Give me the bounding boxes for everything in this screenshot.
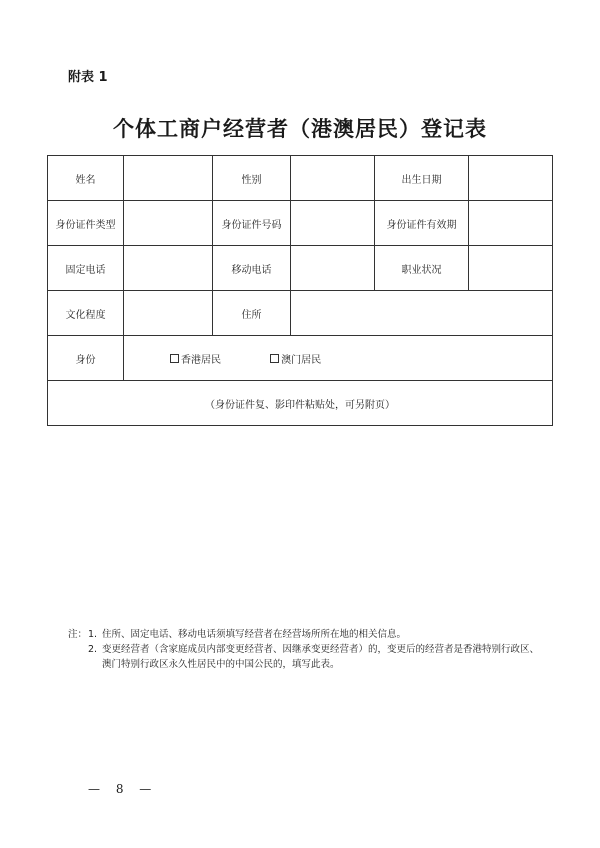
occupation-field[interactable] [469,246,553,291]
note-number: 1. [88,629,98,640]
checkbox-icon[interactable] [170,354,179,363]
residence-field[interactable] [291,291,553,336]
education-label: 文化程度 [48,291,124,336]
id-number-field[interactable] [291,201,375,246]
note-text: 变更经营者（含家庭成员内部变更经营者、因继承变更经营者）的，变更后的经营者是香港特别行政区、澳门特别行政区永久性居民中的中国公民的，填写此表。 [102,644,540,670]
id-type-label: 身份证件类型 [48,201,124,246]
birth-date-field[interactable] [469,156,553,201]
hk-resident-option[interactable] [170,351,221,366]
macau-resident-label: 澳门居民 [281,354,322,366]
id-validity-label: 身份证件有效期 [375,201,469,246]
notes-section [68,627,548,672]
landline-label: 固定电话 [48,246,124,291]
id-number-label: 身份证件号码 [213,201,291,246]
checkbox-icon[interactable] [270,354,279,363]
form-row-paste [48,381,553,426]
mobile-label: 移动电话 [213,246,291,291]
name-field[interactable] [124,156,213,201]
note-number: 2. [88,644,98,655]
notes-prefix: 注： [68,629,88,640]
form-row-id [48,201,553,246]
page-number: — 8 — [88,782,158,796]
registration-form-table [47,155,553,426]
form-row-name [48,156,553,201]
name-label: 姓名 [48,156,124,201]
landline-field[interactable] [124,246,213,291]
occupation-label: 职业状况 [375,246,469,291]
gender-label: 性别 [213,156,291,201]
identity-options [124,336,553,381]
form-row-contact [48,246,553,291]
form-title: 个体工商户经营者（港澳居民）登记表 [113,116,487,141]
birth-date-label: 出生日期 [375,156,469,201]
note-item [68,627,548,642]
note-text: 住所、固定电话、移动电话须填写经营者在经营场所所在地的相关信息。 [102,629,407,640]
residence-label: 住所 [213,291,291,336]
note-item [68,642,548,672]
form-row-education [48,291,553,336]
identity-label: 身份 [48,336,124,381]
macau-resident-option[interactable] [270,351,321,366]
id-copy-paste-area: （身份证件复、影印件粘贴处，可另附页） [48,381,553,426]
gender-field[interactable] [291,156,375,201]
hk-resident-label: 香港居民 [181,354,221,366]
education-field[interactable] [124,291,213,336]
id-validity-field[interactable] [469,201,553,246]
mobile-field[interactable] [291,246,375,291]
form-row-identity [48,336,553,381]
id-type-field[interactable] [124,201,213,246]
appendix-label: 附表 1 [68,70,108,85]
